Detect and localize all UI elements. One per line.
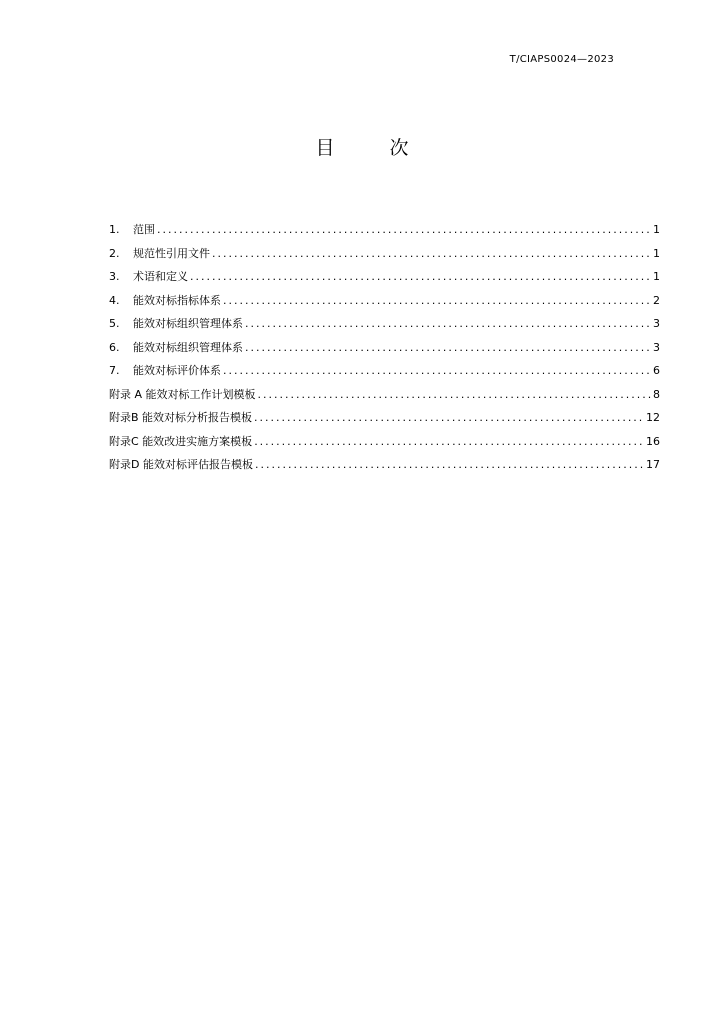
- toc-entry-label: 能效对标评估报告模板: [142, 458, 253, 471]
- toc-leader-dots: [254, 434, 644, 449]
- document-number: T/CIAPS0024—2023: [509, 54, 614, 65]
- toc-entry-label: 能效对标组织管理体系: [133, 317, 243, 330]
- toc-leader-dots: [157, 222, 651, 237]
- toc-entry-number: 7.: [109, 364, 120, 377]
- toc-entry-label: 能效对标分析报告模板: [142, 411, 253, 424]
- toc-entry-number: 3.: [109, 270, 120, 283]
- toc-entry-number: 附录B: [109, 411, 139, 424]
- toc-entry-page: 1: [653, 270, 660, 283]
- toc-entry-number: 附录D: [109, 458, 140, 471]
- toc-entry-number: 1.: [109, 223, 120, 236]
- toc-entry-number: 附录 A: [109, 387, 143, 401]
- toc-entry-page: 17: [646, 458, 660, 471]
- toc-leader-dots: [245, 316, 651, 331]
- toc-leader-dots: [212, 246, 651, 261]
- page-title: 目 次: [315, 137, 427, 159]
- toc-entry-number: 5.: [109, 317, 120, 330]
- toc-entry-label: 能效对标组织管理体系: [133, 340, 243, 354]
- toc-entry-label: 规范性引用文件: [133, 246, 210, 260]
- toc-entry-number: 6.: [109, 340, 120, 354]
- toc-entry-evaluation-system[interactable]: [109, 363, 660, 387]
- toc-leader-dots: [258, 387, 651, 402]
- toc-leader-dots: [254, 410, 644, 425]
- toc-entry-management-system[interactable]: [109, 316, 660, 340]
- toc-entry-number: 附录C: [109, 434, 139, 448]
- toc-entry-appendix-a[interactable]: [109, 387, 660, 411]
- toc-entry-page: 12: [646, 411, 660, 424]
- toc-entry-normative-references[interactable]: [109, 246, 660, 270]
- toc-entry-appendix-b[interactable]: [109, 410, 660, 434]
- toc-entry-page: 1: [653, 223, 660, 236]
- toc-entry-management-system-2[interactable]: [109, 340, 660, 364]
- toc-entry-page: 6: [653, 364, 660, 377]
- toc-leader-dots: [245, 340, 651, 355]
- toc-entry-appendix-d[interactable]: [109, 457, 660, 481]
- toc-entry-page: 2: [653, 293, 660, 307]
- toc-entry-page: 3: [653, 340, 660, 354]
- toc-leader-dots: [223, 293, 651, 308]
- toc-entry-number: 4.: [109, 293, 120, 307]
- toc-leader-dots: [190, 269, 651, 284]
- toc-entry-label: 能效对标工作计划模板: [145, 387, 256, 401]
- toc-entry-scope[interactable]: [109, 222, 660, 246]
- table-of-contents: [109, 222, 660, 481]
- toc-entry-appendix-c[interactable]: [109, 434, 660, 458]
- toc-entry-label: 术语和定义: [133, 270, 188, 283]
- toc-entry-page: 16: [646, 434, 660, 448]
- toc-entry-label: 范围: [133, 223, 155, 236]
- toc-entry-terms[interactable]: [109, 269, 660, 293]
- toc-entry-number: 2.: [109, 246, 120, 260]
- toc-entry-page: 8: [653, 387, 660, 401]
- toc-entry-indicator-system[interactable]: [109, 293, 660, 317]
- toc-entry-page: 1: [653, 246, 660, 260]
- toc-entry-label: 能效改进实施方案模板: [142, 434, 253, 448]
- toc-leader-dots: [255, 457, 644, 472]
- toc-entry-page: 3: [653, 317, 660, 330]
- toc-leader-dots: [223, 363, 651, 378]
- toc-entry-label: 能效对标指标体系: [133, 293, 221, 307]
- toc-entry-label: 能效对标评价体系: [133, 364, 221, 377]
